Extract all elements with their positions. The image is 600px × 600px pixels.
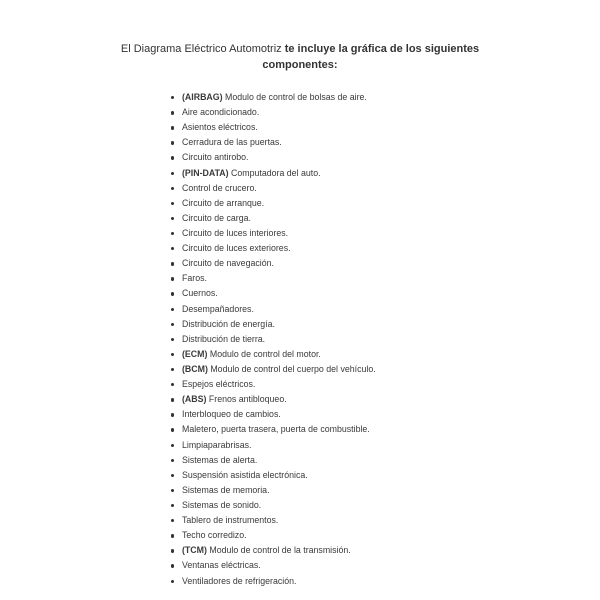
component-description: Circuito de arranque. (182, 197, 265, 208)
list-item (171, 407, 376, 422)
component-description: Circuito de luces interiores. (182, 227, 289, 238)
list-item (171, 166, 376, 181)
list-item (171, 543, 376, 558)
list-item (171, 302, 376, 317)
list-item (171, 392, 376, 407)
list-item (171, 181, 376, 196)
component-description: Faros. (182, 273, 207, 284)
list-item (171, 362, 376, 377)
list-item (171, 196, 376, 211)
list-item (171, 574, 376, 589)
heading-bold-text: te incluye la gráfica de los siguientes componentes: (262, 43, 480, 71)
component-description: Distribución de tierra. (182, 333, 266, 344)
component-description: Tablero de instrumentos. (182, 515, 279, 526)
list-item (171, 513, 376, 528)
component-code: (ECM) (182, 348, 208, 359)
component-description: Aire acondicionado. (182, 107, 260, 118)
list-item (171, 528, 376, 543)
component-description: Limpiaparabrisas. (182, 439, 252, 450)
component-description: Cuernos. (182, 288, 218, 299)
component-description: Ventanas eléctricas. (182, 560, 261, 571)
component-description: Computadora del auto. (231, 167, 321, 178)
component-description: Distribución de energía. (182, 318, 275, 329)
component-description: Asientos eléctricos. (182, 122, 258, 133)
component-description: Sistemas de sonido. (182, 499, 262, 510)
list-item (171, 105, 376, 120)
component-code: (BCM) (182, 363, 208, 374)
list-item (171, 256, 376, 271)
component-list (171, 90, 376, 589)
component-description: Suspensión asistida electrónica. (182, 469, 308, 480)
list-item (171, 226, 376, 241)
component-description: Modulo de control de la transmisión. (209, 545, 351, 556)
list-item (171, 468, 376, 483)
component-description: Maletero, puerta trasera, puerta de combustible. (182, 424, 370, 435)
list-item (171, 150, 376, 165)
component-description: Sistemas de memoria. (182, 484, 270, 495)
list-item (171, 317, 376, 332)
component-code: (PIN-DATA) (182, 167, 229, 178)
component-description: Circuito de luces exteriores. (182, 243, 291, 254)
list-item (171, 558, 376, 573)
list-item (171, 438, 376, 453)
component-code: (TCM) (182, 545, 207, 556)
component-description: Cerradura de las puertas. (182, 137, 282, 148)
component-code: (AIRBAG) (182, 92, 223, 102)
component-description: Circuito antirobo. (182, 152, 249, 163)
list-item (171, 347, 376, 362)
component-description: Modulo de control de bolsas de aire. (225, 92, 367, 102)
component-description: Ventiladores de refrigeración. (182, 575, 297, 586)
component-description: Control de crucero. (182, 182, 257, 193)
intro-heading (110, 42, 490, 73)
list-item (171, 498, 376, 513)
list-item (171, 120, 376, 135)
component-code: (ABS) (182, 394, 207, 405)
component-description: Interbloqueo de cambios. (182, 409, 281, 420)
list-item (171, 453, 376, 468)
list-item (171, 377, 376, 392)
list-item (171, 286, 376, 301)
list-item (171, 332, 376, 347)
list-item (171, 422, 376, 437)
component-description: Modulo de control del motor. (209, 348, 321, 359)
list-item (171, 211, 376, 226)
component-description: Frenos antibloqueo. (208, 394, 287, 405)
component-description: Sistemas de alerta. (182, 454, 258, 465)
list-item (171, 271, 376, 286)
list-item (171, 483, 376, 498)
heading-normal-text: El Diagrama Eléctrico Automotriz (120, 43, 282, 55)
component-description: Circuito de carga. (182, 212, 251, 223)
component-description: Espejos eléctricos. (182, 379, 256, 390)
list-item (171, 135, 376, 150)
component-description: Techo corredizo. (182, 530, 247, 541)
component-description: Desempañadores. (182, 303, 254, 314)
component-description: Circuito de navegación. (182, 258, 274, 269)
list-item (171, 90, 376, 105)
component-description: Modulo de control del cuerpo del vehículo. (210, 363, 376, 374)
list-item (171, 241, 376, 256)
